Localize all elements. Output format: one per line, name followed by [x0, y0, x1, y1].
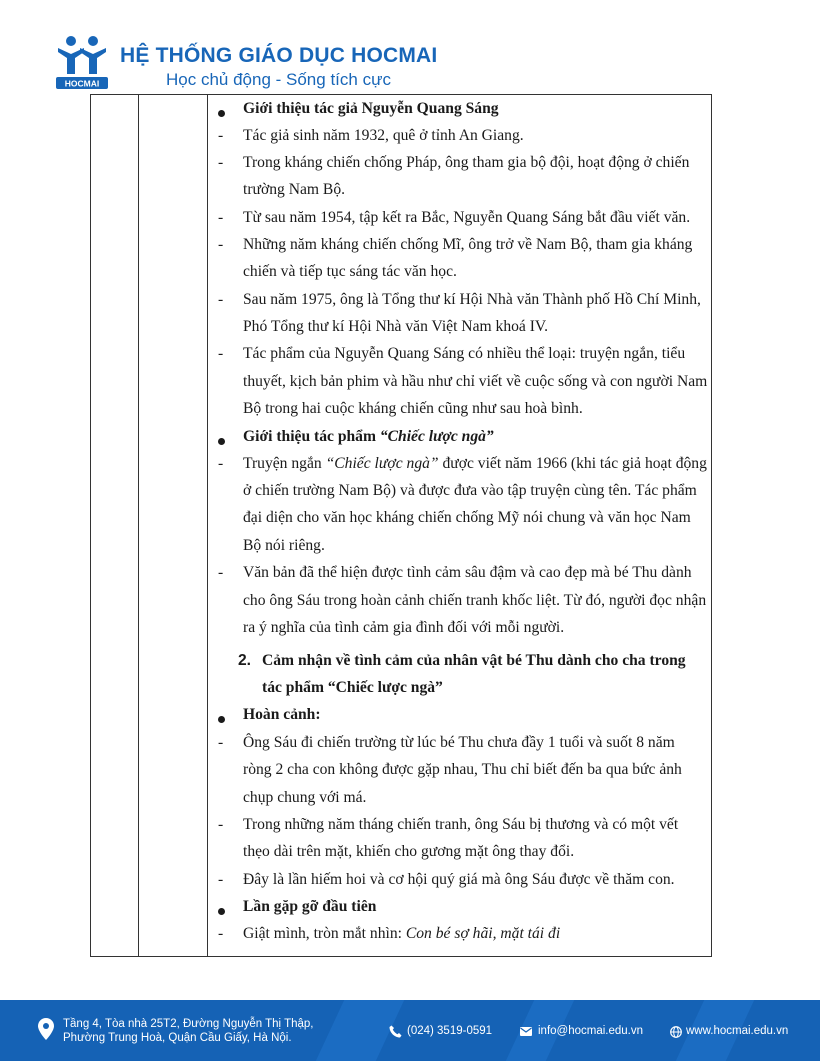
footer-address-line2: Phường Trung Hoà, Quận Cầu Giấy, Hà Nội.: [63, 1032, 292, 1044]
footer-email[interactable]: info@hocmai.edu.vn: [538, 1025, 644, 1037]
column-divider: [207, 95, 208, 956]
bullet-icon: [218, 110, 225, 117]
page-footer: [0, 1000, 820, 1061]
brand-slogan: Học chủ động - Sống tích cực: [166, 70, 391, 89]
bullet-icon: [218, 438, 225, 445]
footer-phone[interactable]: (024) 3519-0591: [407, 1025, 493, 1037]
bullet-icon: [218, 716, 225, 723]
page-header: [0, 0, 820, 95]
location-pin-icon: [38, 1018, 54, 1040]
email-icon: [520, 1027, 532, 1036]
footer-website[interactable]: www.hocmai.edu.vn: [686, 1025, 789, 1037]
column-divider: [138, 95, 139, 956]
svg-text:HOCMAI: HOCMAI: [64, 78, 100, 89]
globe-icon: [670, 1026, 682, 1038]
bullet-icon: [218, 908, 225, 915]
brand-title: HỆ THỐNG GIÁO DỤC HOCMAI: [120, 44, 438, 67]
footer-address-line1: Tầng 4, Tòa nhà 25T2, Đường Nguyễn Thị Thập,: [63, 1018, 314, 1030]
hocmai-logo: [54, 34, 110, 92]
phone-icon: [389, 1025, 402, 1038]
